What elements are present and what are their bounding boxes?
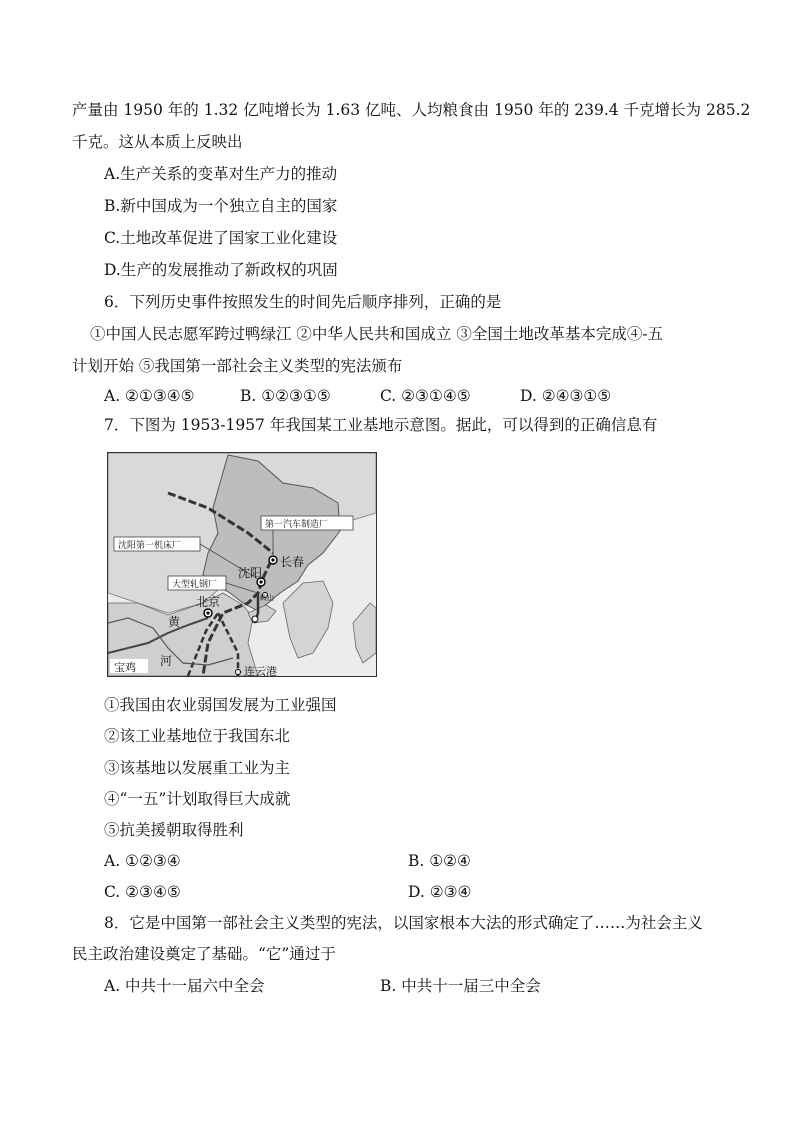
q6-option-a: A. ②①③④⑤ (104, 387, 195, 405)
q7-option-c: C. ②③④⑤ (104, 883, 181, 901)
q6-option-b: B. ①②③①⑤ (240, 387, 331, 405)
q7-stem: 7．下图为 1953-1957 年我国某工业基地示意图。据此，可以得到的正确信息有 (104, 416, 658, 434)
map-label-lianyungang: 连云港 (244, 665, 277, 676)
q5-option-b: B.新中国成为一个独立自主的国家 (104, 197, 338, 215)
q7-item-3: ③该基地以发展重工业为主 (104, 759, 291, 777)
q6-option-c: C. ②③①④⑤ (380, 387, 471, 405)
q7-item-5: ⑤抗美援朝取得胜利 (104, 821, 244, 839)
map-label-yellow-river-1: 黄 (168, 615, 181, 629)
q7-option-a: A. ①②③④ (104, 852, 181, 870)
q7-item-2: ②该工业基地位于我国东北 (104, 727, 291, 745)
map-label-beijing: 北京 (196, 595, 221, 609)
q5-stem-line-1: 产量由 1950 年的 1.32 亿吨增长为 1.63 亿吨、人均粮食由 1950 年的 239.4 千克增长为 285.2 (72, 101, 751, 119)
map-label-shenyang-machine-tool: 沈阳第一机床厂 (118, 541, 182, 551)
q7-item-4: ④“一五”计划取得巨大成就 (104, 790, 291, 808)
map-label-baoji: 宝鸡 (114, 661, 136, 674)
map-label-faw: 第一汽车制造厂 (265, 520, 329, 530)
map-label-shenyang: 沈阳 (238, 566, 263, 580)
q6-events-line-2: 计划开始 ⑤我国第一部社会主义类型的宪法颁布 (72, 357, 403, 375)
q6-option-d: D. ②④③①⑤ (520, 387, 612, 405)
q5-option-d: D.生产的发展推动了新政权的巩固 (104, 261, 338, 279)
q5-stem-line-2: 千克。这从本质上反映出 (72, 133, 243, 151)
q8-option-a: A. 中共十一届六中全会 (104, 977, 265, 995)
map-label-rolling-mill: 大型轧钢厂 (172, 580, 218, 590)
q6-stem: 6．下列历史事件按照发生的时间先后顺序排列，正确的是 (104, 293, 502, 311)
map-label-changchun: 长春 (280, 555, 305, 569)
q7-item-1: ①我国由农业弱国发展为工业强国 (104, 696, 337, 714)
q7-option-b: B. ①②④ (408, 852, 471, 870)
q7-option-d: D. ②③④ (408, 883, 472, 901)
map-label-yellow-river-2: 河 (160, 654, 173, 668)
q8-option-b: B. 中共十一届三中全会 (380, 977, 541, 995)
industrial-base-map (107, 452, 377, 677)
q8-stem-line-2: 民主政治建设奠定了基础。“它”通过于 (72, 945, 336, 963)
q6-events-line-1: ①中国人民志愿军跨过鸭绿江 ②中华人民共和国成立 ③全国土地改革基本完成④-五 (90, 325, 664, 343)
map-label-anshan: 鞍山 (260, 594, 274, 602)
q5-option-c: C.土地改革促进了国家工业化建设 (104, 229, 338, 247)
q8-stem-line-1: 8．它是中国第一部社会主义类型的宪法，以国家根本大法的形式确定了……为社会主义 (104, 914, 703, 932)
q5-option-a: A.生产关系的变革对生产力的推动 (104, 165, 338, 183)
